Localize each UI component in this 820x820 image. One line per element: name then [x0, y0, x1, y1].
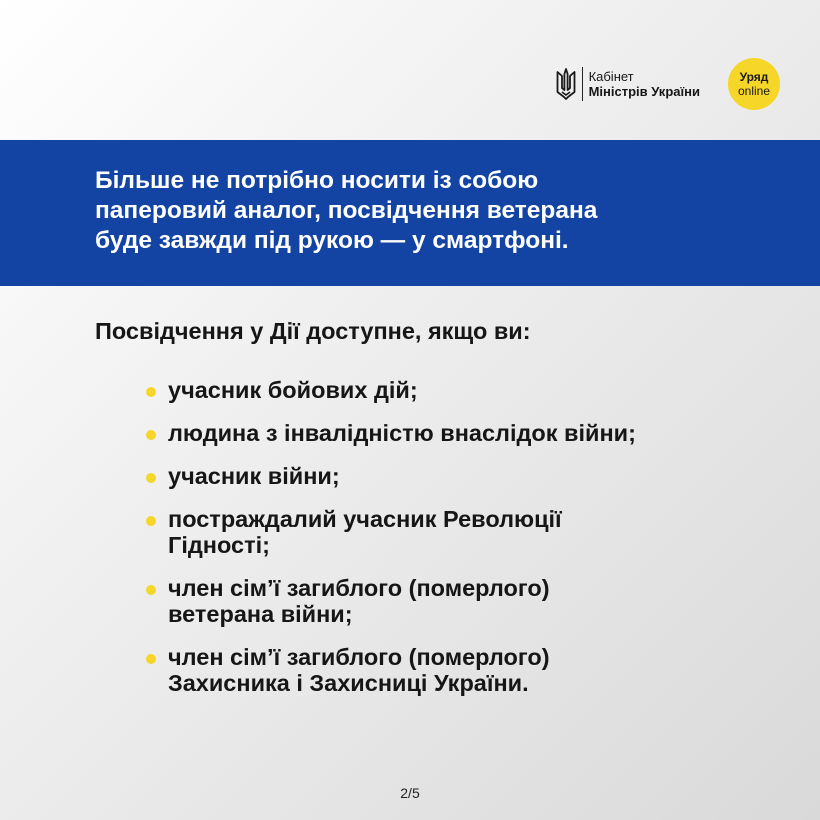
list-item [146, 506, 746, 558]
eligibility-list [146, 377, 746, 713]
trident-icon [556, 68, 576, 100]
logo-divider [582, 67, 583, 101]
bullet-icon [146, 430, 156, 440]
bullet-icon [146, 585, 156, 595]
kmu-title-line1: Кабінет [588, 69, 634, 84]
header [556, 58, 780, 110]
online-label: online [737, 84, 771, 98]
list-item [146, 463, 746, 489]
uryad-label: Уряд [739, 70, 769, 84]
page-number: 2/5 [400, 785, 420, 801]
list-item-text: людина з інвалідністю внаслідок війни; [168, 420, 636, 446]
list-item-text: учасник бойових дій; [168, 377, 418, 403]
bullet-icon [146, 387, 156, 397]
kmu-title-line2: Міністрів України [588, 84, 700, 99]
list-item-text: учасник війни; [168, 463, 340, 489]
list-item [146, 575, 746, 627]
uryad-online-badge [728, 58, 780, 110]
headline-band [0, 140, 820, 286]
list-item-text: член сім’ї загиблого (померлого) ветерана війни; [168, 575, 550, 627]
list-item [146, 644, 746, 696]
bullet-icon [146, 516, 156, 526]
list-item [146, 420, 746, 446]
subheading: Посвідчення у Дії доступне, якщо ви: [95, 318, 531, 344]
kmu-logo [556, 67, 700, 101]
list-item-text: постраждалий учасник Революції Гідності; [168, 506, 562, 558]
bullet-icon [146, 654, 156, 664]
kmu-title [589, 69, 700, 99]
list-item-text: член сім’ї загиблого (померлого) Захисника і Захисниці України. [168, 644, 550, 696]
headline-text: Більше не потрібно носити із собою паперовий аналог, посвідчення ветерана буде завжди під рукою — у смартфоні. [95, 167, 598, 254]
list-item [146, 377, 746, 403]
bullet-icon [146, 473, 156, 483]
